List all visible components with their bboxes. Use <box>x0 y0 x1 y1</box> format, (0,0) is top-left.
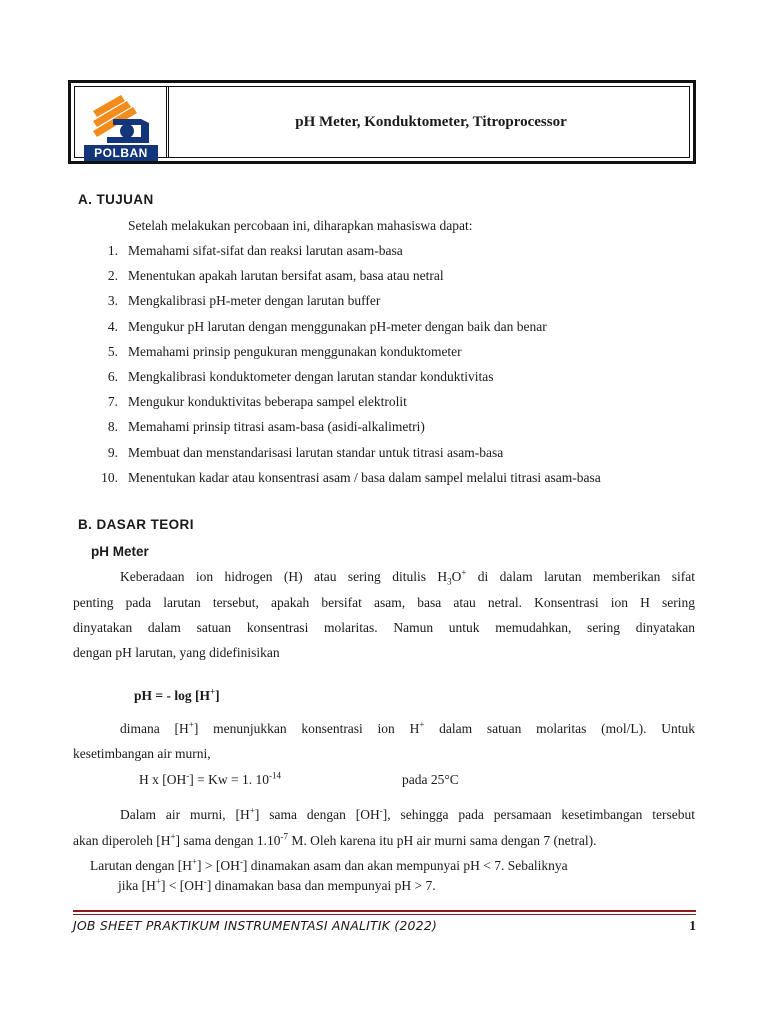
section-a-intro: Setelah melakukan percobaan ini, diharapkan mahasiswa dapat: <box>128 218 473 233</box>
p1-line-3: dinyatakan dalam satuan konsentrasi molaritas. Namun untuk memudahkan, sering dinyatakan <box>73 620 695 635</box>
kw-equation: H x [OH-] = Kw = 1. $10^{-14}$ <box>139 770 281 787</box>
tujuan-item-text: Mengkalibrasi pH-meter dengan larutan buffer <box>128 293 381 308</box>
tujuan-item-number: 6. <box>107 369 118 384</box>
p3-line-1: Dalam air murni, [H+] sama dengan [OH-], sehingga pada persamaan kesetimbangan tersebut <box>120 805 696 822</box>
tujuan-item-text: Memahami sifat-sifat dan reaksi larutan asam-basa <box>128 243 403 258</box>
p2-line-1: dimana [H+] menunjukkan konsentrasi ion H+ dalam satuan molaritas (mol/L). Untuk <box>120 719 696 736</box>
tujuan-item-text: Menentukan kadar atau konsentrasi asam / basa dalam sampel melalui titrasi asam-basa <box>128 470 601 485</box>
header-box <box>68 80 696 164</box>
tujuan-item-number: 9. <box>107 445 118 460</box>
p1-line-2: penting pada larutan tersebut, apakah bersifat asam, basa atau netral. Konsentrasi ion H sering <box>73 595 695 610</box>
logo-wordmark: POLBAN <box>84 145 158 161</box>
tujuan-item-text: Menentukan apakah larutan bersifat asam, basa atau netral <box>128 268 444 283</box>
p4-line-2: jika [H+] < [OH-] dinamakan basa dan mempunyai pH > 7. <box>118 876 436 893</box>
tujuan-item-number: 3. <box>107 293 118 308</box>
p2-line-2: kesetimbangan air murni, <box>73 746 211 761</box>
p3-line-2: akan diperoleh [H+] sama dengan $1.10^{-7}$ M. Oleh karena itu pH air murni sama dengan 7 (netral). <box>73 831 597 848</box>
tujuan-item-text: Mengukur konduktivitas beberapa sampel elektrolit <box>128 394 407 409</box>
polban-logo-icon <box>87 93 157 147</box>
tujuan-item-number: 7. <box>107 394 118 409</box>
tujuan-item-text: Membuat dan menstandarisasi larutan standar untuk titrasi asam-basa <box>128 445 504 460</box>
tujuan-item-text: Memahami prinsip pengukuran menggunakan konduktometer <box>128 344 462 359</box>
p4-line-1: Larutan dengan [H+] > [OH-] dinamakan asam dan akan mempunyai pH < 7. Sebaliknya <box>90 856 568 873</box>
footer-rule-thin <box>73 914 696 915</box>
section-b-heading: B. DASAR TEORI <box>78 517 194 532</box>
tujuan-item-number: 4. <box>107 319 118 334</box>
header-inner <box>74 86 690 158</box>
ph-meter-subheading: pH Meter <box>91 544 149 559</box>
ph-equation: pH = - log [H+] <box>134 686 220 703</box>
tujuan-item-number: 5. <box>107 344 118 359</box>
section-a-heading: A. TUJUAN <box>78 192 154 207</box>
page-number: 1 <box>689 918 696 933</box>
footer-rule <box>73 910 696 912</box>
tujuan-item-number: 1. <box>107 243 118 258</box>
p1-line-4: dengan pH larutan, yang didefinisikan <box>73 645 280 660</box>
document-title: pH Meter, Konduktometer, Titroprocessor <box>295 113 567 130</box>
p1-line-1: Keberadaan ion hidrogen (H) atau sering ditulis $H_3O^+$ di dalam larutan memberikan sifat <box>120 567 695 587</box>
footer-title: JOB SHEET PRAKTIKUM INSTRUMENTASI ANALITIK (2022) <box>73 918 438 933</box>
kw-temperature: pada 25°C <box>402 772 459 787</box>
tujuan-item-text: Mengukur pH larutan dengan menggunakan pH-meter dengan baik dan benar <box>128 319 547 334</box>
polban-logo <box>75 87 169 160</box>
tujuan-item-number: 8. <box>107 419 118 434</box>
tujuan-item-text: Mengkalibrasi konduktometer dengan larutan standar konduktivitas <box>128 369 494 384</box>
tujuan-item-text: Memahami prinsip titrasi asam-basa (asidi-alkalimetri) <box>128 419 425 434</box>
tujuan-item-number: 2. <box>107 268 118 283</box>
tujuan-item-number: 10. <box>101 470 118 485</box>
